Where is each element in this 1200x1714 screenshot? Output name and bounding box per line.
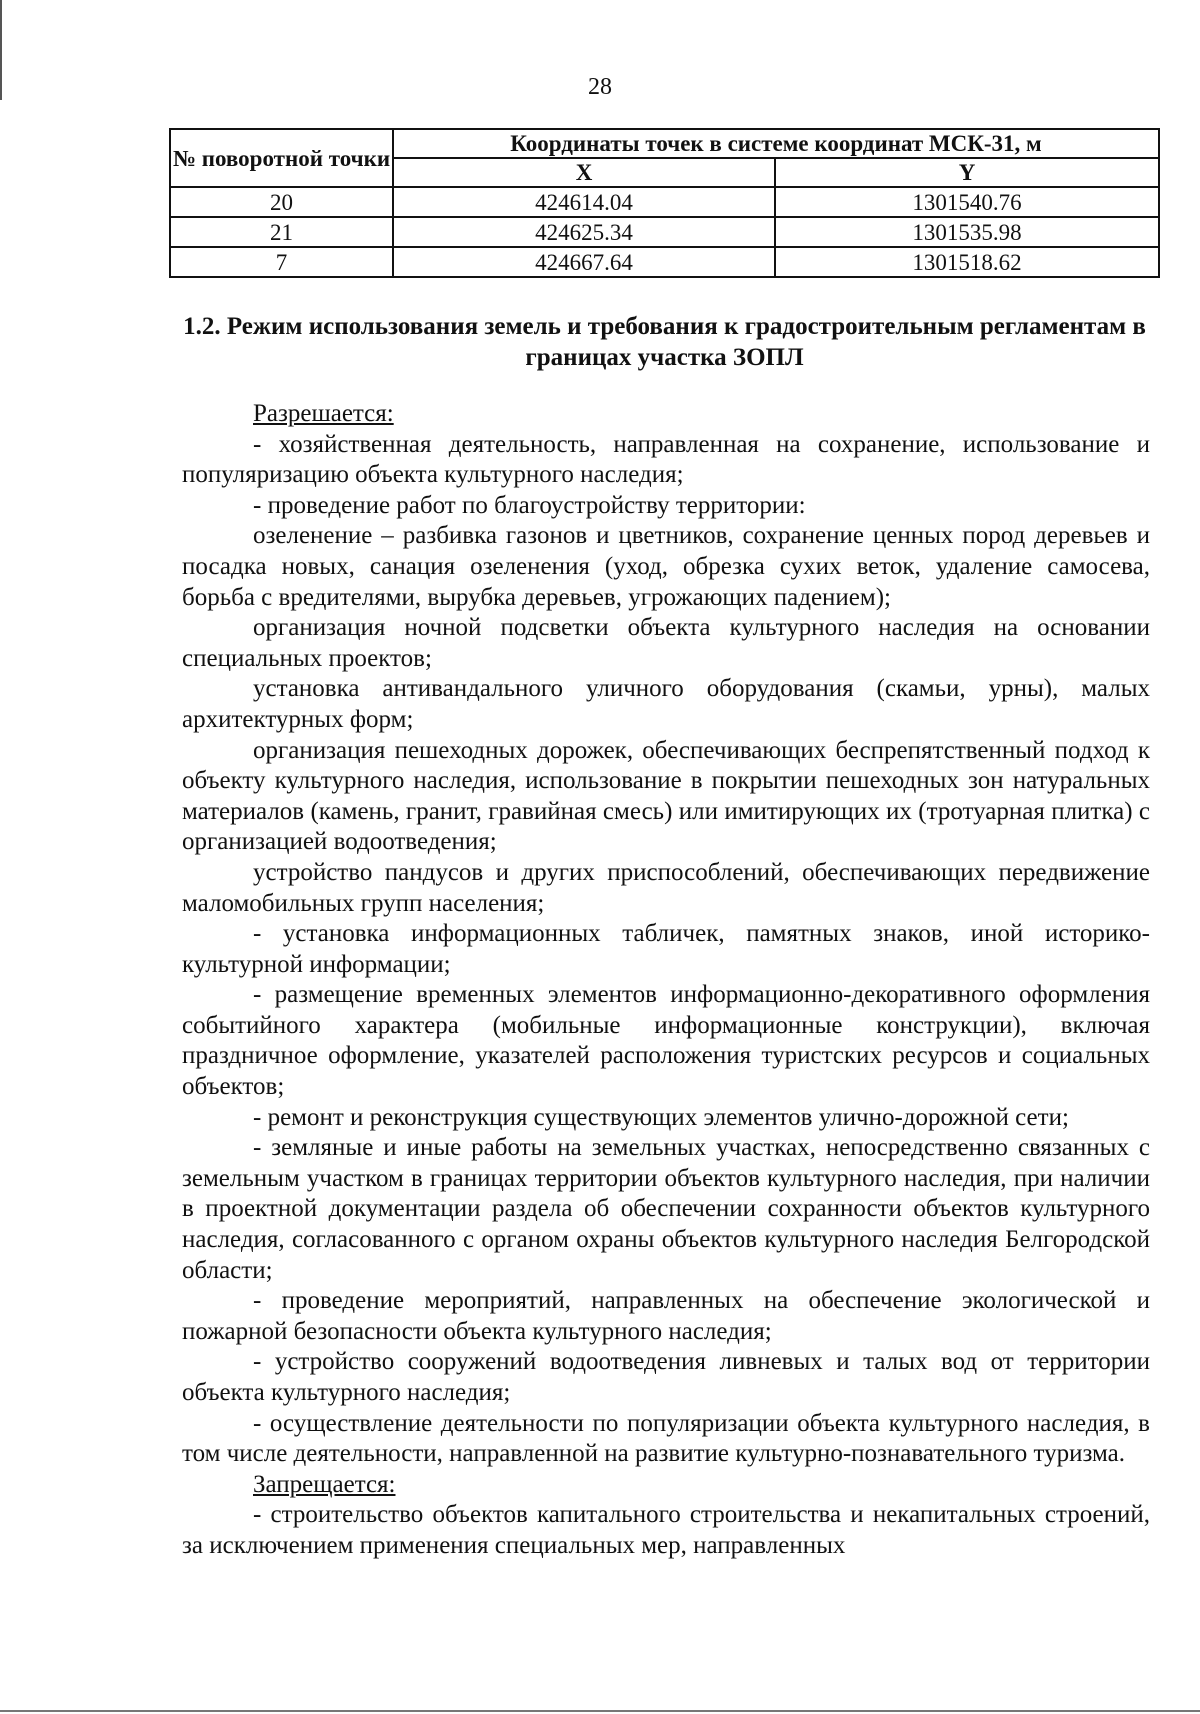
paragraph: - проведение работ по благоустройству территории:	[253, 491, 806, 519]
paragraph: - ремонт и реконструкция существующих элементов улично-дорожной сети;	[253, 1103, 1069, 1131]
paragraph: - проведение мероприятий, направленных на обеспечение экологической и пожарной безопасности объекта культурного наследия;	[182, 1287, 1150, 1345]
table-row	[170, 187, 1159, 217]
paragraph: устройство пандусов и других приспособлений, обеспечивающих передвижение маломобильных групп населения;	[182, 858, 1150, 917]
header-coordinates: Координаты точек в системе координат МСК-31, м	[393, 129, 1159, 158]
paragraph: - строительство объектов капитального строительства и некапитальных строений, за исключением применения специальных мер, направленных	[182, 1501, 1150, 1559]
header-x: X	[393, 158, 775, 187]
paragraph: - установка информационных табличек, памятных знаков, иной историко-культурной информации;	[182, 920, 1150, 978]
cell-y: 1301518.62	[775, 247, 1159, 277]
body-text	[182, 399, 1150, 1562]
paragraph: - земляные и иные работы на земельных участках, непосредственно связанных с земельным участком в границах территории объектов культурного наследия, при наличии в проектной документации раздела об обеспечении сохранности объектов культурного наследия, согласованного с органом охраны объектов культурного наследия Белгородской области;	[182, 1134, 1150, 1284]
paragraph: - хозяйственная деятельность, направленная на сохранение, использование и популяризацию объекта культурного наследия;	[182, 430, 1150, 489]
section-title: 1.2. Режим использования земель и требования к градостроительным регламентам в границах участка ЗОПЛ	[183, 313, 1146, 371]
paragraph: установка антивандального уличного оборудования (скамьи, урны), малых архитектурных форм;	[182, 675, 1150, 733]
paragraph: озеленение – разбивка газонов и цветников, сохранение ценных пород деревьев и посадка новых, санация озеленения (уход, обрезка сухих веток, удаление самосева, борьба с вредителями, вырубка деревьев, угрожающих падением);	[182, 522, 1150, 611]
paragraph: - осуществление деятельности по популяризации объекта культурного наследия, в том числе деятельности, направленной на развитие культурно-познавательного туризма.	[182, 1409, 1150, 1468]
cell-x: 424667.64	[393, 247, 775, 277]
header-y: Y	[775, 158, 1159, 187]
table-row	[170, 217, 1159, 247]
page-number: 28	[588, 74, 612, 100]
paragraph: - размещение временных элементов информационно-декоративного оформления событийного характера (мобильные информационные конструкции), включая праздничное оформление, указателей расположения туристских ресурсов и социальных объектов;	[182, 981, 1150, 1101]
cell-point: 21	[170, 217, 393, 247]
paragraph: - устройство сооружений водоотведения ливневых и талых вод от территории объекта культурного наследия;	[182, 1348, 1150, 1406]
table-row	[170, 247, 1159, 277]
coordinates-table	[169, 128, 1160, 278]
scan-edge-bottom	[0, 1710, 1200, 1712]
cell-point: 7	[170, 247, 393, 277]
paragraph: организация ночной подсветки объекта культурного наследия на основании специальных проектов;	[182, 614, 1150, 672]
cell-point: 20	[170, 187, 393, 217]
cell-x: 424625.34	[393, 217, 775, 247]
cell-x: 424614.04	[393, 187, 775, 217]
prohibited-heading: Запрещается:	[253, 1470, 396, 1498]
cell-y: 1301540.76	[775, 187, 1159, 217]
header-point-number: № поворотной точки	[170, 129, 393, 187]
paragraph: организация пешеходных дорожек, обеспечивающих беспрепятственный подход к объекту культурного наследия, использование в покрытии пешеходных зон натуральных материалов (камень, гранит, гравийная смесь) или имитирующих их (тротуарная плитка) с организацией водоотведения;	[182, 736, 1150, 856]
allowed-heading: Разрешается:	[253, 400, 394, 427]
cell-y: 1301535.98	[775, 217, 1159, 247]
